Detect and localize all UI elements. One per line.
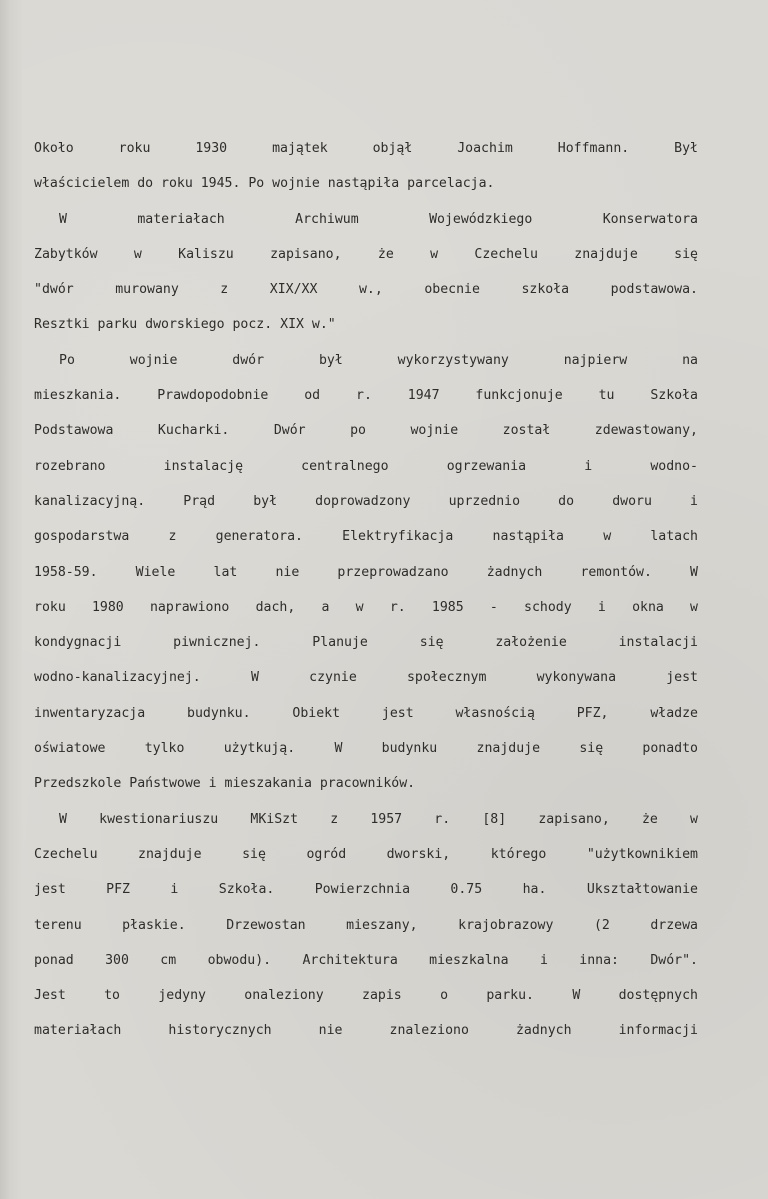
text-line: Resztki parku dworskiego pocz. XIX w."	[34, 317, 336, 333]
text-line: Podstawowa Kucharki. Dwór po wojnie został zdewastowany,	[34, 423, 698, 439]
text-line: rozebrano instalację centralnego ogrzewania i wodno-	[34, 458, 698, 474]
text-line: Czechelu znajduje się ogród dworski, którego "użytkownikiem	[34, 846, 698, 862]
text-line: kondygnacji piwnicznej. Planuje się założenie instalacji	[34, 635, 698, 651]
text-line: roku 1980 naprawiono dach, a w r. 1985 - schody i okna w	[34, 599, 698, 615]
text-line: właścicielem do roku 1945. Po wojnie nastąpiła parcelacja.	[34, 176, 495, 192]
text-line: wodno-kanalizacyjnej. W czynie społecznym wykonywana jest	[34, 670, 698, 686]
text-line: kanalizacyjną. Prąd był doprowadzony uprzednio do dworu i	[34, 493, 698, 509]
text-line: "dwór murowany z XIX/XX w., obecnie szkoła podstawowa.	[34, 282, 698, 298]
text-line: Jest to jedyny onaleziony zapis o parku. W dostępnych	[34, 988, 698, 1004]
text-line: ponad 300 cm obwodu). Architektura mieszkalna i inna: Dwór".	[34, 952, 698, 968]
text-line: Zabytków w Kaliszu zapisano, że w Czechelu znajduje się	[34, 246, 698, 262]
text-line: inwentaryzacja budynku. Obiekt jest własnością PFZ, władze	[34, 705, 698, 721]
text-line: Po wojnie dwór był wykorzystywany najpierw na	[59, 352, 698, 368]
text-line: mieszkania. Prawdopodobnie od r. 1947 funkcjonuje tu Szkoła	[34, 388, 698, 404]
text-line: Około roku 1930 majątek objął Joachim Hoffmann. Był	[34, 141, 698, 156]
text-line: gospodarstwa z generatora. Elektryfikacja nastąpiła w latach	[34, 529, 698, 545]
document-body-text	[34, 131, 698, 1049]
text-line: jest PFZ i Szkoła. Powierzchnia 0.75 ha. Ukształtowanie	[34, 882, 698, 898]
text-line: oświatowe tylko użytkują. W budynku znajduje się ponadto	[34, 741, 698, 757]
text-line: materiałach historycznych nie znaleziono żadnych informacji	[34, 1023, 698, 1039]
text-line: Przedszkole Państwowe i mieszakania pracowników.	[34, 776, 416, 792]
text-line: 1958-59. Wiele lat nie przeprowadzano żadnych remontów. W	[34, 564, 698, 580]
text-line: terenu płaskie. Drzewostan mieszany, krajobrazowy (2 drzewa	[34, 917, 698, 933]
text-line: W kwestionariuszu MKiSzt z 1957 r. [8] zapisano, że w	[59, 811, 698, 827]
text-line: W materiałach Archiwum Wojewódzkiego Konserwatora	[59, 211, 698, 227]
page-binding-edge	[0, 0, 22, 1199]
